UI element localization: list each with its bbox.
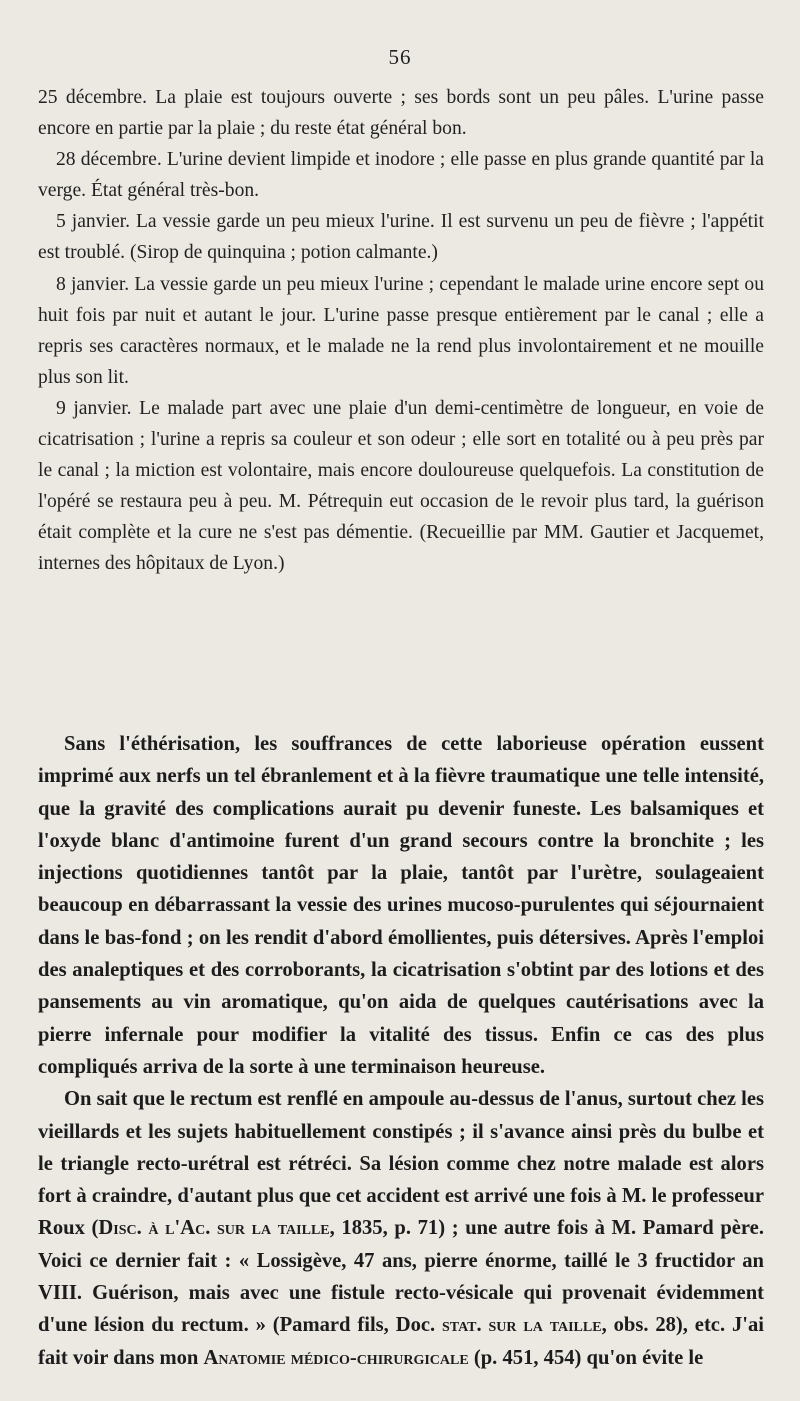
note-paragraph: 25 décembre. La plaie est toujours ouverte ; ses bords sont un peu pâles. L'urine passe encore en partie par la plaie ; du reste état général bon. bbox=[38, 87, 764, 140]
text-run: , 1835, p. 71) ; une autre fois à M. Pamard père. Voici ce dernier fait : « Lossigève, 47 ans, pierre énorme, taillé le 3 fructidor an VIII. Guérison, mais avec une fistule recto-vésicale qui provenait évidemment d'une lésion du rectum. » (Pamard fils, Doc. bbox=[38, 1217, 764, 1337]
discussion-paragraph bbox=[38, 1083, 764, 1374]
citation-title: Disc. à l'Ac. sur la taille bbox=[98, 1217, 330, 1240]
citation-title: Anatomie médico-chirurgicale bbox=[203, 1346, 469, 1369]
text-run: , obs. 28), etc. J'ai fait voir dans mon bbox=[38, 1314, 764, 1369]
text-run: On sait que le rectum est renflé en ampoule au-dessus de l'anus, surtout chez les vieillards et les sujets habituellement constipés ; il s'avance ainsi près du bulbe et le triangle recto-urétral est rétréci. Sa lésion comme chez notre malade est alors fort à craindre, d'autant plus que cet accident est arrivé une fois à M. le professeur Roux ( bbox=[38, 1088, 764, 1240]
discussion bbox=[38, 728, 764, 1374]
note-paragraph: 9 janvier. Le malade part avec une plaie d'un demi-centimètre de longueur, en voie de cicatrisation ; l'urine a repris sa couleur et son odeur ; elle sort en totalité ou à peu près par le canal ; la miction est volontaire, mais encore douloureuse quelquefois. La constitution de l'opéré se restaura peu à peu. M. Pétrequin eut occasion de le revoir plus tard, la guérison était complète et la cure ne s'est pas démentie. (Recueillie par MM. Gautier et Jacquemet, internes des hôpitaux de Lyon.) bbox=[38, 397, 764, 575]
note-paragraph: 5 janvier. La vessie garde un peu mieux l'urine. Il est survenu un peu de fièvre ; l'appétit est troublé. (Sirop de quinquina ; potion calmante.) bbox=[38, 211, 764, 264]
page-number: 56 bbox=[388, 45, 412, 69]
citation-title: stat. sur la taille bbox=[442, 1314, 602, 1337]
case-notes bbox=[38, 82, 764, 580]
note-paragraph: 28 décembre. L'urine devient limpide et inodore ; elle passe en plus grande quantité par la verge. État général très-bon. bbox=[38, 149, 764, 202]
note-paragraph: 8 janvier. La vessie garde un peu mieux l'urine ; cependant le malade urine encore sept ou huit fois par nuit et autant le jour. L'urine passe presque entièrement par le canal ; elle a repris ses caractères normaux, et le malade ne la rend plus involontairement et ne mouille plus son lit. bbox=[38, 273, 764, 388]
text-run: (p. 451, 454) qu'on évite le bbox=[468, 1346, 704, 1369]
discussion-paragraph: Sans l'éthérisation, les souffrances de cette laborieuse opération eussent imprimé aux nerfs un tel ébranlement et à la fièvre traumatique une telle intensité, que la gravité des complications aurait pu devenir funeste. Les balsamiques et l'oxyde blanc d'antimoine furent d'un grand secours contre la bronchite ; les injections quotidiennes tantôt par la plaie, tantôt par l'urètre, soulageaient beaucoup en débarrassant la vessie des urines mucoso-purulentes qui séjournaient dans le bas-fond ; on les rendit d'abord émollientes, puis détersives. Après l'emploi des analeptiques et des corroborants, la cicatrisation s'obtint par des lotions et des pansements au vin aromatique, qu'on aida de quelques cautérisations avec la pierre infernale pour modifier la vitalité des tissus. Enfin ce cas des plus compliqués arriva de la sorte à une terminaison heureuse. bbox=[38, 733, 764, 1078]
